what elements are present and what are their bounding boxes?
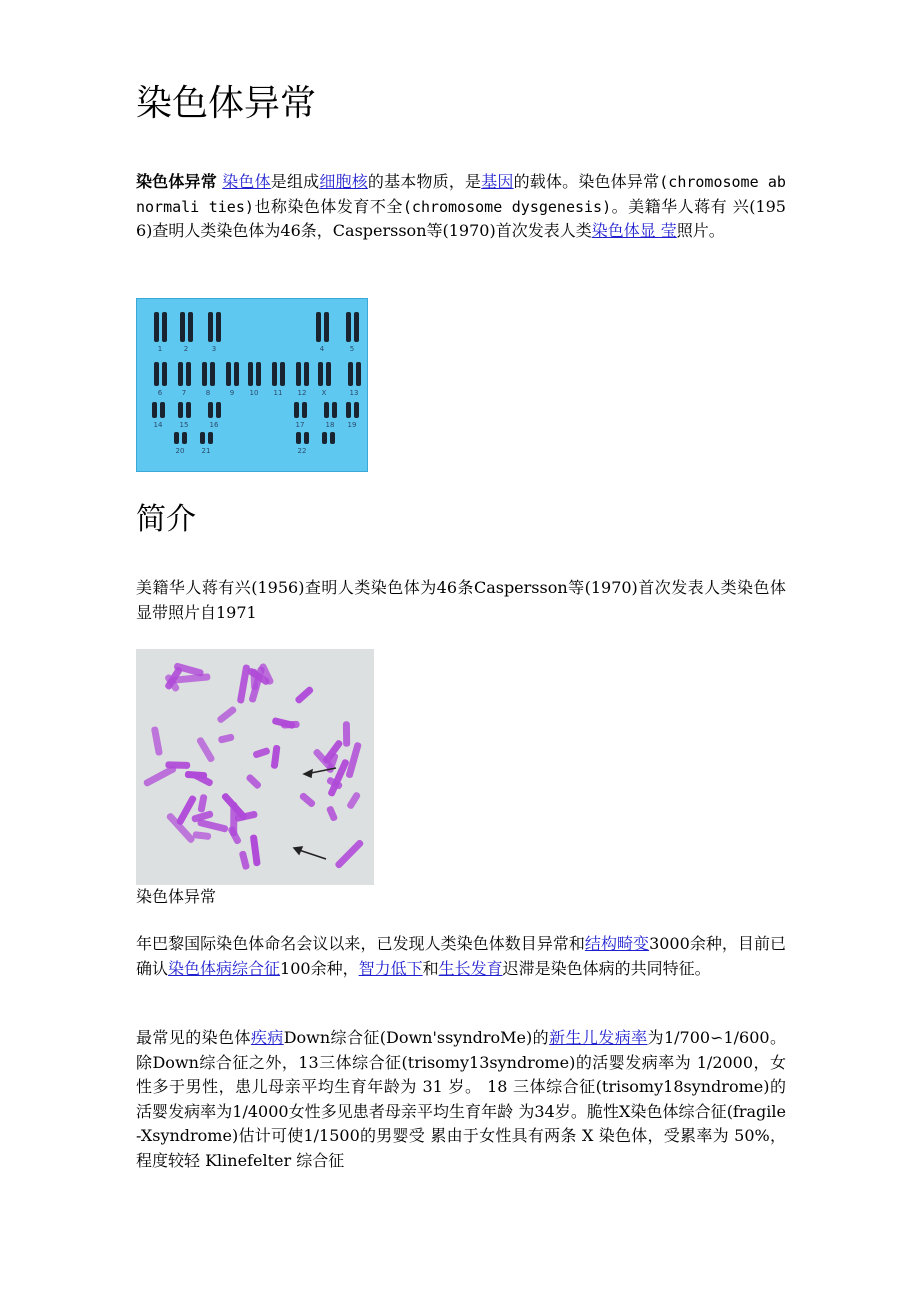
karyotype-chromosome bbox=[180, 312, 185, 342]
karyotype-chromosome bbox=[178, 402, 183, 418]
karyotype-chromosome bbox=[348, 362, 353, 386]
karyotype-chromosome bbox=[248, 362, 253, 386]
karyotype-label: 3 bbox=[211, 345, 217, 353]
karyotype-chromosome bbox=[162, 362, 167, 386]
link-chromosome[interactable]: 染色体 bbox=[222, 172, 271, 191]
karyotype-label: 15 bbox=[179, 421, 189, 429]
karyotype-chromosome bbox=[234, 362, 239, 386]
link-chromosome-syndrome[interactable]: 染色体病综合征 bbox=[168, 958, 281, 978]
karyotype-label: 20 bbox=[175, 447, 185, 455]
link-intellectual-disability[interactable]: 智力低下 bbox=[358, 958, 423, 978]
link-gene[interactable]: 基因 bbox=[481, 172, 514, 191]
karyotype-chromosome bbox=[296, 362, 301, 386]
page-title: 染色体异常 bbox=[136, 83, 317, 124]
intro-lead: 染色体异常 bbox=[136, 172, 217, 191]
karyotype-label: 8 bbox=[205, 389, 211, 397]
summary-paragraph: 美籍华人蒋有兴(1956)查明人类染色体为46条Caspersson等(1970)首次发表人类染色体显带照片自1971 bbox=[136, 578, 786, 622]
karyotype-chromosome bbox=[356, 362, 361, 386]
metaphase-spread-image bbox=[136, 649, 374, 889]
karyotype-label: 9 bbox=[229, 389, 235, 397]
karyotype-label: 11 bbox=[273, 389, 283, 397]
section-title-intro: 简介 bbox=[136, 502, 196, 537]
karyotype-chromosome bbox=[174, 432, 179, 444]
karyotype-chromosome bbox=[332, 402, 337, 418]
karyotype-chromosome bbox=[304, 432, 309, 444]
karyotype-label: 18 bbox=[325, 421, 335, 429]
karyotype-chromosome bbox=[322, 432, 327, 444]
karyotype-chromosome bbox=[202, 362, 207, 386]
karyotype-chromosome bbox=[154, 312, 159, 342]
karyotype-label: 1 bbox=[157, 345, 163, 353]
karyotype-chromosome bbox=[302, 402, 307, 418]
karyotype-chromosome bbox=[330, 432, 335, 444]
karyotype-chromosome bbox=[216, 402, 221, 418]
karyotype-label: 16 bbox=[209, 421, 219, 429]
karyotype-chromosome bbox=[326, 362, 331, 386]
karyotype-label: 13 bbox=[349, 389, 359, 397]
karyotype-chromosome bbox=[208, 432, 213, 444]
metaphase-chromosome bbox=[165, 761, 190, 769]
karyotype-chromosome bbox=[154, 362, 159, 386]
karyotype-image bbox=[136, 298, 368, 476]
metaphase-chromosome bbox=[185, 771, 208, 779]
karyotype-label: 4 bbox=[319, 345, 325, 353]
karyotype-chromosome bbox=[346, 312, 351, 342]
karyotype-label: 10 bbox=[249, 389, 259, 397]
karyotype-label: 21 bbox=[201, 447, 211, 455]
karyotype-chromosome bbox=[226, 362, 231, 386]
karyotype-chromosome bbox=[346, 402, 351, 418]
karyotype-chromosome bbox=[324, 402, 329, 418]
metaphase-chromosome bbox=[343, 721, 350, 746]
link-disease[interactable]: 疾病 bbox=[250, 1028, 284, 1047]
link-nucleus[interactable]: 细胞核 bbox=[319, 172, 368, 191]
karyotype-chromosome bbox=[152, 402, 157, 418]
karyotype-illustration bbox=[136, 298, 368, 472]
karyotype-chromosome bbox=[316, 312, 321, 342]
karyotype-chromosome bbox=[304, 362, 309, 386]
history-paragraph: 年巴黎国际染色体命名会议以来，已发现人类染色体数目异常和结构畸变3000余种，目前已确认染色体病综合征100余种，智力低下和生长发育迟滞是染色体病的共同特征。 bbox=[136, 934, 786, 978]
link-structural-aberration[interactable]: 结构畸变 bbox=[584, 934, 650, 953]
karyotype-chromosome bbox=[210, 362, 215, 386]
karyotype-label: 5 bbox=[349, 345, 355, 353]
karyotype-chromosome bbox=[200, 432, 205, 444]
karyotype-label: 17 bbox=[295, 421, 305, 429]
karyotype-chromosome bbox=[272, 362, 277, 386]
karyotype-chromosome bbox=[178, 362, 183, 386]
karyotype-chromosome bbox=[208, 402, 213, 418]
karyotype-chromosome bbox=[354, 402, 359, 418]
karyotype-label: 6 bbox=[157, 389, 163, 397]
karyotype-chromosome bbox=[208, 312, 213, 342]
karyotype-label: 19 bbox=[347, 421, 357, 429]
karyotype-chromosome bbox=[162, 312, 167, 342]
link-chromosome-banding[interactable]: 染色体显 莹 bbox=[591, 221, 677, 240]
karyotype-label: 14 bbox=[153, 421, 163, 429]
karyotype-label: 22 bbox=[297, 447, 307, 455]
karyotype-chromosome bbox=[318, 362, 323, 386]
karyotype-label: X bbox=[321, 389, 327, 397]
karyotype-chromosome bbox=[186, 362, 191, 386]
karyotype-chromosome bbox=[160, 402, 165, 418]
karyotype-chromosome bbox=[216, 312, 221, 342]
link-neonatal-incidence[interactable]: 新生儿发病率 bbox=[549, 1028, 648, 1047]
intro-paragraph: 染色体异常 染色体是组成细胞核的基本物质，是基因的载体。染色体异常(chromosome abnormali ties)也称染色体发育不全(chromosome dysgenesis)。美籍华人蒋有 兴(1956)查明人类染色体为46条，Caspersson等(1970)首次发表人类染色体显 莹照片。 bbox=[136, 172, 786, 240]
karyotype-chromosome bbox=[188, 312, 193, 342]
karyotype-label: 7 bbox=[181, 389, 187, 397]
karyotype-chromosome bbox=[256, 362, 261, 386]
karyotype-chromosome bbox=[324, 312, 329, 342]
incidence-paragraph: 最常见的染色体疾病Down综合征(Down'ssyndroMe)的新生儿发病率为1/700∽1/600。除Down综合征之外，13三体综合征(trisomy13syndrome)的活婴发病率为 1/2000，女性多于男性，患儿母亲平均生育年龄为 31 岁。 18 三体综合征(trisomy18syndrome)的活婴发病率为1/4000女性多见患者母亲平均生育年龄 为34岁。脆性X染色体综合征(fragile-Xsyndrome)估计可使1/1500的男婴受 累由于女性具有两条 X 染色体，受累率为 50%，程度较轻 Klinefelter 综合征 bbox=[136, 1028, 786, 1170]
figure-caption: 染色体异常 bbox=[136, 887, 217, 906]
karyotype-chromosome bbox=[294, 402, 299, 418]
karyotype-chromosome bbox=[182, 432, 187, 444]
karyotype-chromosome bbox=[186, 402, 191, 418]
metaphase-illustration bbox=[136, 649, 374, 885]
karyotype-label: 12 bbox=[297, 389, 307, 397]
karyotype-chromosome bbox=[296, 432, 301, 444]
karyotype-chromosome bbox=[280, 362, 285, 386]
karyotype-chromosome bbox=[354, 312, 359, 342]
karyotype-label: 2 bbox=[183, 345, 189, 353]
link-growth-development[interactable]: 生长发育 bbox=[438, 958, 503, 978]
